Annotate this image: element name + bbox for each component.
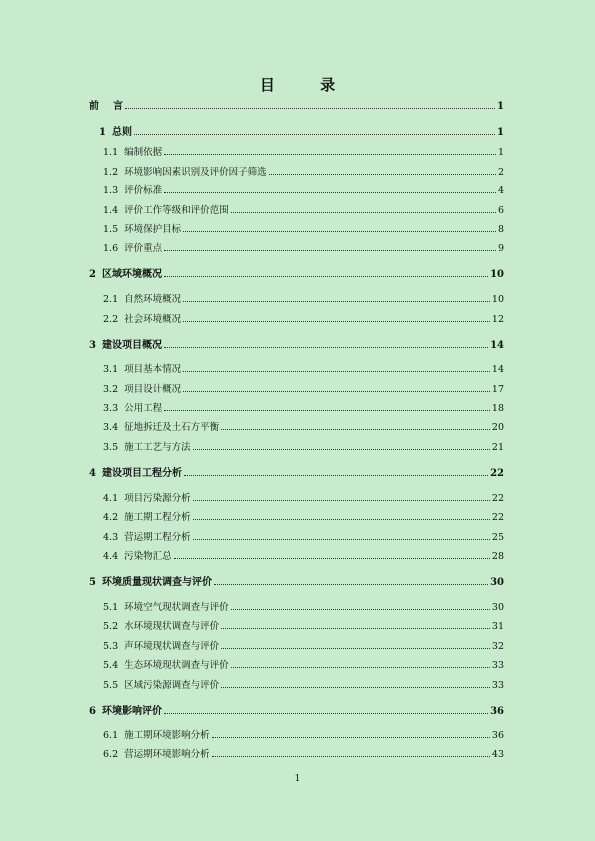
dot-leader bbox=[221, 428, 490, 430]
toc-entry-number: 5.2 bbox=[103, 621, 119, 632]
toc-entry-number: 1 bbox=[99, 127, 106, 138]
toc-entry-section-4-3[interactable] bbox=[103, 529, 504, 543]
toc-entry-number: 1.2 bbox=[103, 167, 119, 178]
toc-entry-number: 4.4 bbox=[103, 551, 119, 562]
toc-entry-number: 5.5 bbox=[103, 680, 119, 691]
toc-entry-section-5-2[interactable] bbox=[103, 618, 504, 632]
dot-leader bbox=[214, 583, 488, 585]
toc-entry-chapter-2[interactable] bbox=[89, 266, 504, 280]
page-title: 目 录 bbox=[259, 76, 356, 94]
toc-entry-page: 12 bbox=[491, 314, 504, 325]
toc-entry-title: 环境空气现状调查与评价 bbox=[124, 602, 229, 613]
toc-entry-title: 区域污染源调查与评价 bbox=[124, 680, 220, 691]
toc-entry-page: 36 bbox=[491, 730, 504, 741]
toc-entry-title: 施工期工程分析 bbox=[124, 512, 191, 523]
toc-entry-number: 4.1 bbox=[103, 493, 119, 504]
dot-leader bbox=[221, 647, 490, 649]
toc-entry-page: 33 bbox=[491, 680, 504, 691]
toc-entry-section-1-4[interactable] bbox=[103, 202, 504, 216]
dot-leader bbox=[221, 686, 490, 688]
dot-leader bbox=[183, 320, 490, 322]
toc-entry-title: 自然环境概况 bbox=[124, 294, 182, 305]
toc-entry-number: 2.1 bbox=[103, 294, 119, 305]
toc-entry-page: 8 bbox=[497, 224, 504, 235]
dot-leader bbox=[134, 133, 495, 135]
dot-leader bbox=[125, 107, 495, 109]
toc-entry-title: 水环境现状调查与评价 bbox=[124, 621, 220, 632]
toc-entry-number: 1.1 bbox=[103, 147, 119, 158]
toc-entry-section-2-2[interactable] bbox=[103, 311, 504, 325]
toc-entry-section-3-4[interactable] bbox=[103, 419, 504, 433]
toc-entry-page: 6 bbox=[497, 205, 504, 216]
toc-entry-number: 1.3 bbox=[103, 185, 119, 196]
toc-entry-title: 环境影响因素识别及评价因子筛选 bbox=[124, 167, 267, 178]
footer-page-number: 1 bbox=[294, 774, 301, 784]
toc-entry-title: 评价重点 bbox=[124, 243, 163, 254]
toc-entry-chapter-3[interactable] bbox=[89, 337, 504, 351]
toc-entry-title: 营运期环境影响分析 bbox=[124, 749, 210, 760]
toc-entry-number: 4.2 bbox=[103, 512, 119, 523]
toc-entry-page: 9 bbox=[497, 243, 504, 254]
toc-entry-number: 3.2 bbox=[103, 384, 119, 395]
toc-entry-number: 2.2 bbox=[103, 314, 119, 325]
dot-leader bbox=[184, 474, 488, 476]
toc-entry-page: 14 bbox=[491, 364, 504, 375]
toc-entry-title: 施工期环境影响分析 bbox=[124, 730, 210, 741]
toc-entry-page: 30 bbox=[490, 577, 504, 588]
toc-entry-number: 3 bbox=[89, 340, 96, 351]
toc-entry-page: 36 bbox=[490, 706, 504, 717]
dot-leader bbox=[164, 191, 496, 193]
toc-entry-section-4-1[interactable] bbox=[103, 490, 504, 504]
toc-entry-section-5-5[interactable] bbox=[103, 677, 504, 691]
toc-entry-section-1-2[interactable] bbox=[103, 164, 504, 178]
toc-entry-title: 环境影响评价 bbox=[101, 706, 162, 717]
toc-entry-number: 4.3 bbox=[103, 532, 119, 543]
toc-entry-title: 声环境现状调查与评价 bbox=[124, 641, 220, 652]
dot-leader bbox=[231, 211, 496, 213]
toc-entry-page: 1 bbox=[497, 147, 504, 158]
toc-entry-page: 10 bbox=[491, 294, 504, 305]
toc-entry-number: 5.1 bbox=[103, 602, 119, 613]
toc-entry-page: 1 bbox=[497, 101, 504, 112]
toc-entry-number: 6 bbox=[89, 706, 96, 717]
toc-entry-page: 21 bbox=[491, 442, 504, 453]
toc-entry-page: 22 bbox=[491, 493, 504, 504]
dot-leader bbox=[193, 518, 490, 520]
toc-entry-chapter-1[interactable] bbox=[89, 124, 504, 138]
toc-entry-section-1-3[interactable] bbox=[103, 182, 504, 196]
toc-entry-title: 评价标准 bbox=[124, 185, 163, 196]
dot-leader bbox=[164, 249, 496, 251]
toc-entry-title: 评价工作等级和评价范围 bbox=[124, 205, 229, 216]
toc-entry-section-5-3[interactable] bbox=[103, 638, 504, 652]
dot-leader bbox=[269, 173, 496, 175]
toc-entry-section-6-1[interactable] bbox=[103, 727, 504, 741]
toc-entry-section-3-1[interactable] bbox=[103, 361, 504, 375]
toc-entry-number: 5.4 bbox=[103, 660, 119, 671]
dot-leader bbox=[164, 153, 496, 155]
toc-entry-number: 1.4 bbox=[103, 205, 119, 216]
toc-entry-title: 建设项目工程分析 bbox=[101, 468, 182, 479]
toc-entry-number: 前 bbox=[89, 101, 99, 112]
toc-entry-number: 6.2 bbox=[103, 749, 119, 760]
toc-entry-number: 3.3 bbox=[103, 403, 119, 414]
toc-entry-section-1-5[interactable] bbox=[103, 221, 504, 235]
toc-entry-page: 25 bbox=[491, 532, 504, 543]
toc-entry-title: 项目污染源分析 bbox=[124, 493, 191, 504]
toc-entry-chapter-6[interactable] bbox=[89, 703, 504, 717]
toc-entry-title: 言 bbox=[113, 101, 123, 112]
toc-entry-page: 30 bbox=[491, 602, 504, 613]
toc-entry-title: 环境质量现状调查与评价 bbox=[101, 577, 212, 588]
toc-entry-section-4-2[interactable] bbox=[103, 509, 504, 523]
toc-entry-number: 6.1 bbox=[103, 730, 119, 741]
toc-entry-number: 3.5 bbox=[103, 442, 119, 453]
toc-entry-title: 建设项目概况 bbox=[101, 340, 162, 351]
toc-entry-section-1-1[interactable] bbox=[103, 144, 504, 158]
toc-entry-title: 总则 bbox=[111, 127, 132, 138]
toc-entry-title: 社会环境概况 bbox=[124, 314, 182, 325]
toc-entry-section-5-1[interactable] bbox=[103, 599, 504, 613]
toc-entry-number: 1.5 bbox=[103, 224, 119, 235]
toc-entry-number: 4 bbox=[89, 468, 96, 479]
toc-entry-page: 4 bbox=[497, 185, 504, 196]
dot-leader bbox=[183, 230, 496, 232]
toc-entry-title: 区域环境概况 bbox=[101, 269, 162, 280]
toc-entry-title: 编制依据 bbox=[124, 147, 163, 158]
dot-leader bbox=[164, 346, 488, 348]
toc-entry-page: 43 bbox=[491, 749, 504, 760]
toc-entry-title: 生态环境现状调查与评价 bbox=[124, 660, 229, 671]
toc-entry-number: 2 bbox=[89, 269, 96, 280]
toc-entry-page: 31 bbox=[491, 621, 504, 632]
toc-entry-number: 3.1 bbox=[103, 364, 119, 375]
toc-entry-title: 施工工艺与方法 bbox=[124, 442, 191, 453]
toc-entry-title: 环境保护目标 bbox=[124, 224, 182, 235]
toc-entry-page: 20 bbox=[491, 422, 504, 433]
toc-entry-title: 项目设计概况 bbox=[124, 384, 182, 395]
toc-entry-page: 10 bbox=[490, 269, 504, 280]
toc-entry-section-3-5[interactable] bbox=[103, 439, 504, 453]
toc-entry-chapter-5[interactable] bbox=[89, 574, 504, 588]
toc-entry-title: 项目基本情况 bbox=[124, 364, 182, 375]
toc-entry-page: 22 bbox=[490, 468, 504, 479]
toc-entry-page: 17 bbox=[491, 384, 504, 395]
dot-leader bbox=[221, 627, 490, 629]
toc-entry-section-3-2[interactable] bbox=[103, 381, 504, 395]
toc-entry-title: 营运期工程分析 bbox=[124, 532, 191, 543]
toc-entry-section-3-3[interactable] bbox=[103, 400, 504, 414]
dot-leader bbox=[193, 499, 490, 501]
toc-entry-page: 2 bbox=[497, 167, 504, 178]
toc-entry-page: 32 bbox=[491, 641, 504, 652]
toc-entry-title: 污染物汇总 bbox=[124, 551, 172, 562]
dot-leader bbox=[164, 409, 490, 411]
toc-entry-page: 18 bbox=[491, 403, 504, 414]
dot-leader bbox=[183, 370, 490, 372]
toc-entry-section-6-2[interactable] bbox=[103, 746, 504, 760]
dot-leader bbox=[164, 712, 488, 714]
toc-entry-chapter-4[interactable] bbox=[89, 465, 504, 479]
dot-leader bbox=[193, 538, 490, 540]
toc-entry-preface[interactable] bbox=[89, 98, 504, 112]
toc-entry-number: 1.6 bbox=[103, 243, 119, 254]
dot-leader bbox=[212, 755, 490, 757]
toc-entry-page: 14 bbox=[490, 340, 504, 351]
dot-leader bbox=[183, 300, 490, 302]
toc-entry-page: 1 bbox=[497, 127, 504, 138]
toc-entry-page: 28 bbox=[491, 551, 504, 562]
dot-leader bbox=[174, 557, 490, 559]
toc-entry-page: 33 bbox=[491, 660, 504, 671]
toc-entry-number: 3.4 bbox=[103, 422, 119, 433]
dot-leader bbox=[164, 275, 488, 277]
toc-entry-section-5-4[interactable] bbox=[103, 657, 504, 671]
toc-entry-number: 5.3 bbox=[103, 641, 119, 652]
dot-leader bbox=[212, 736, 490, 738]
dot-leader bbox=[183, 390, 490, 392]
toc-entry-page: 22 bbox=[491, 512, 504, 523]
toc-entry-number: 5 bbox=[89, 577, 96, 588]
dot-leader bbox=[231, 666, 490, 668]
toc-entry-title: 公用工程 bbox=[124, 403, 163, 414]
dot-leader bbox=[193, 448, 490, 450]
dot-leader bbox=[231, 608, 490, 610]
toc-entry-title: 征地拆迁及土石方平衡 bbox=[124, 422, 220, 433]
toc-entry-section-2-1[interactable] bbox=[103, 291, 504, 305]
toc-entry-section-4-4[interactable] bbox=[103, 548, 504, 562]
toc-entry-section-1-6[interactable] bbox=[103, 240, 504, 254]
